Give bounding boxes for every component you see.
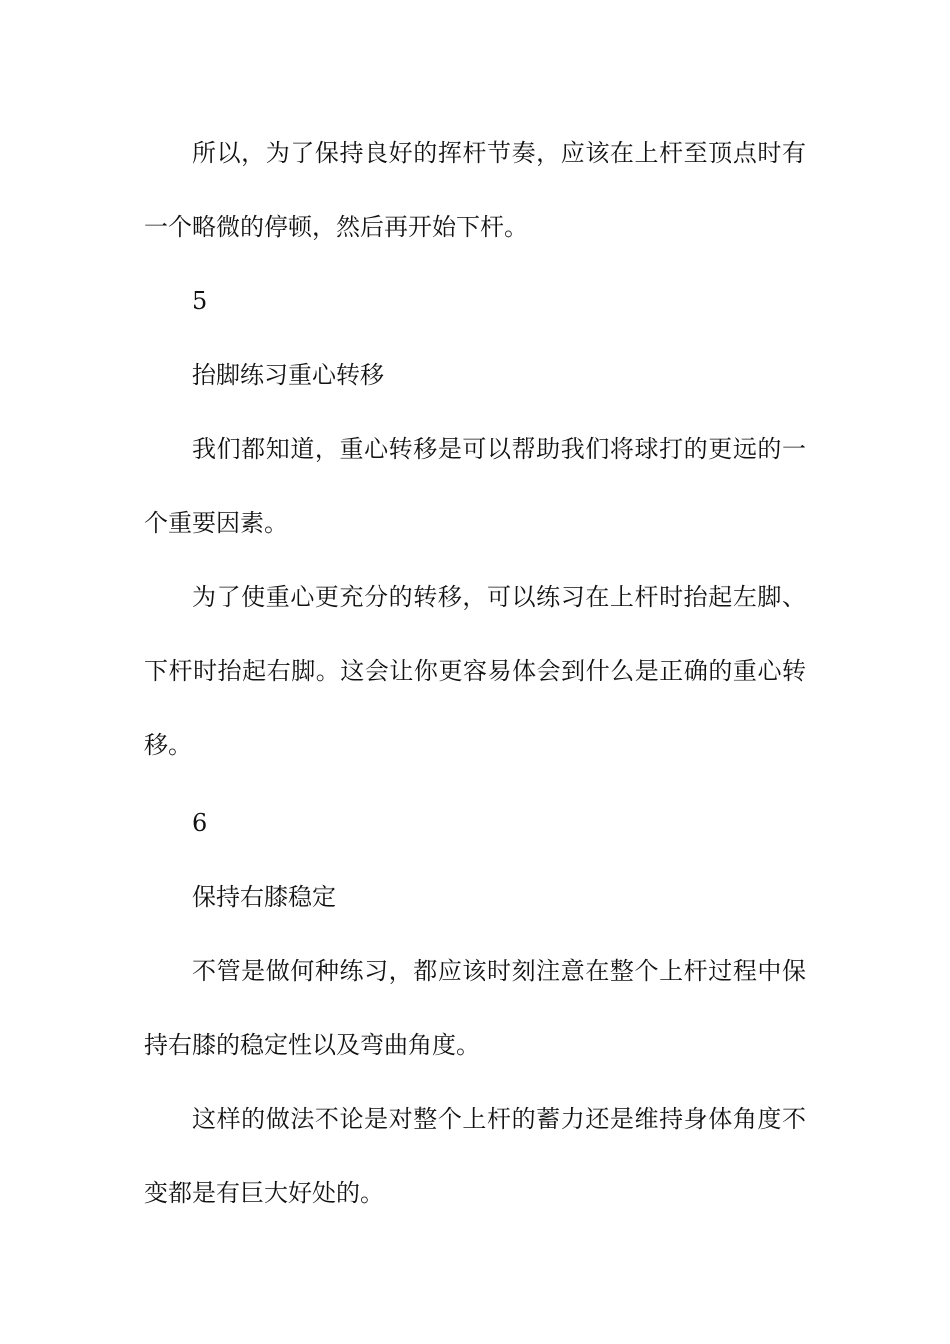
paragraph-right-knee-stability: 不管是做何种练习，都应该时刻注意在整个上杆过程中保持右膝的稳定性以及弯曲角度。	[144, 957, 806, 1059]
paragraph-benefits: 这样的做法不论是对整个上杆的蓄力还是维持身体角度不变都是有巨大好处的。	[144, 1105, 806, 1207]
section-heading-right-knee: 保持右膝稳定	[192, 883, 336, 911]
section-number-6: 6	[192, 809, 208, 837]
section-heading-weight-shift: 抬脚练习重心转移	[192, 361, 384, 389]
paragraph-weight-shift-intro: 我们都知道，重心转移是可以帮助我们将球打的更远的一个重要因素。	[144, 435, 806, 537]
paragraph-pause-at-top: 所以，为了保持良好的挥杆节奏，应该在上杆至顶点时有一个略微的停顿，然后再开始下杆。	[144, 139, 806, 241]
section-number-5: 5	[192, 287, 208, 315]
paragraph-foot-lift-drill: 为了使重心更充分的转移，可以练习在上杆时抬起左脚、下杆时抬起右脚。这会让你更容易体会到什么是正确的重心转移。	[144, 583, 806, 759]
